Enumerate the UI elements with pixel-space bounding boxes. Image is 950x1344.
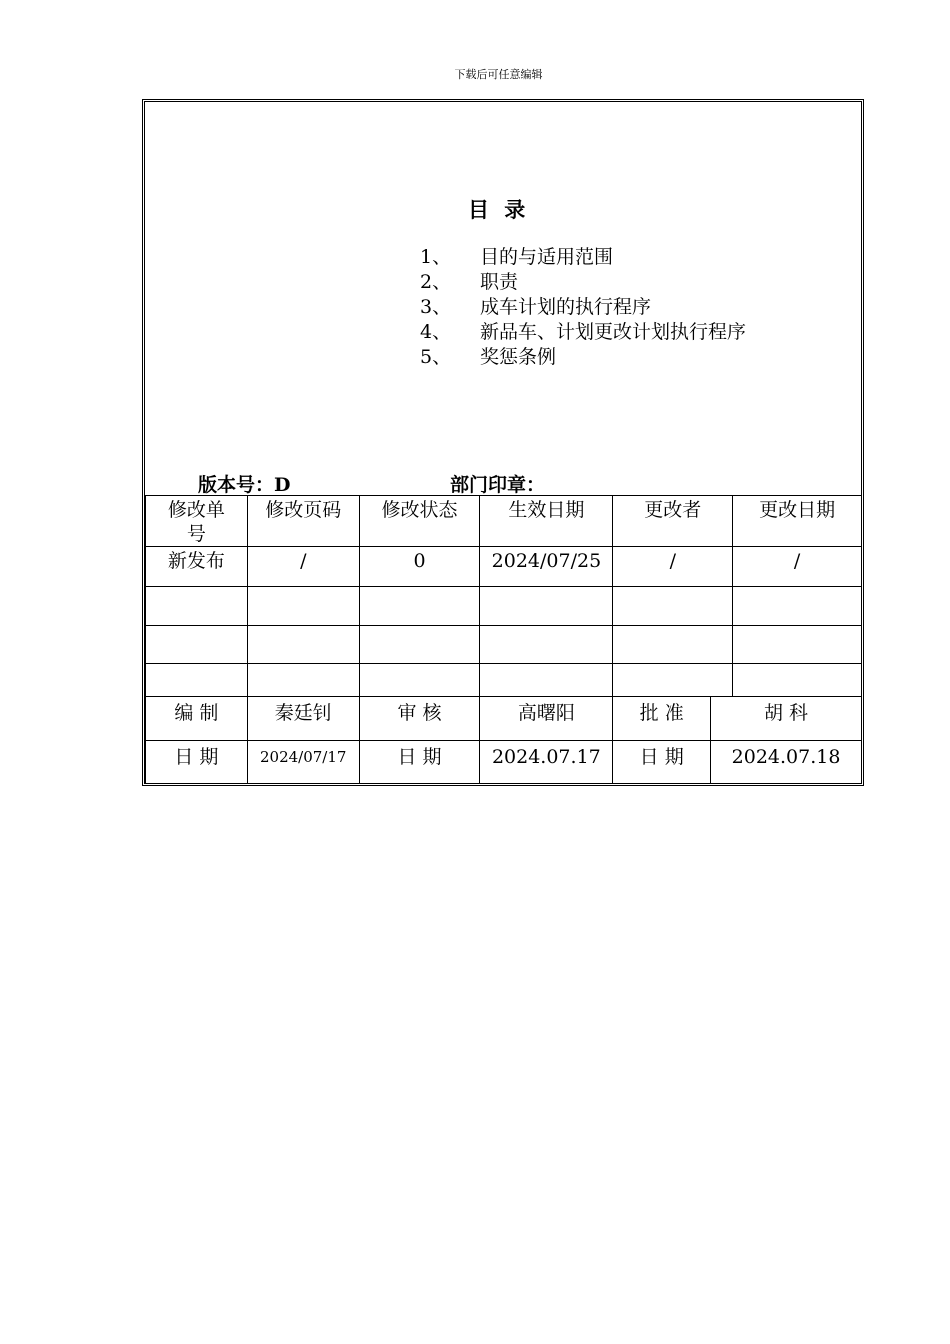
table-cell: 日 期 [146, 741, 248, 784]
table-cell [613, 664, 733, 697]
table-cell: 高曙阳 [480, 697, 613, 741]
table-row [146, 626, 862, 664]
toc-item-text: 目的与适用范围 [480, 246, 614, 268]
table-cell: 2024.07.18 [711, 741, 862, 784]
toc-item-number: 1、 [420, 246, 452, 268]
department-stamp-label: 部门印章： [450, 474, 546, 496]
table-cell [480, 587, 613, 626]
table-cell: 2024/07/25 [480, 547, 613, 587]
toc-item [420, 295, 746, 320]
table-row [146, 697, 862, 741]
table-cell: 批 准 [613, 697, 711, 741]
table-cell: / [247, 547, 359, 587]
toc-item [420, 245, 746, 270]
table-cell [480, 626, 613, 664]
table-cell [146, 664, 248, 697]
toc-item-number: 2、 [420, 271, 452, 293]
signature-table [145, 696, 862, 784]
table-row [146, 587, 862, 626]
table-cell: 日 期 [359, 741, 480, 784]
toc-item-number: 3、 [420, 296, 452, 318]
table-cell: 0 [359, 547, 480, 587]
toc-item [420, 345, 746, 370]
table-cell: 审 核 [359, 697, 480, 741]
toc-item-text: 职责 [480, 271, 519, 293]
toc-item [420, 320, 746, 345]
header-note: 下载后可任意编辑 [454, 68, 543, 81]
version-label: 版本号：D [198, 474, 291, 496]
table-cell: 日 期 [613, 741, 711, 784]
table-cell: 编 制 [146, 697, 248, 741]
table-cell [613, 587, 733, 626]
table-cell: 新发布 [146, 547, 248, 587]
table-row [146, 664, 862, 697]
table-cell: 秦廷钊 [247, 697, 359, 741]
table-cell: 2024.07.17 [480, 741, 613, 784]
table-cell [359, 587, 480, 626]
table-cell [480, 664, 613, 697]
revision-table [145, 495, 862, 697]
table-cell [247, 626, 359, 664]
toc-item-text: 新品车、计划更改计划执行程序 [480, 321, 747, 343]
toc-item [420, 270, 746, 295]
table-cell [733, 587, 862, 626]
table-cell: 胡 科 [711, 697, 862, 741]
table-row [146, 741, 862, 784]
table-cell [359, 626, 480, 664]
table-cell [146, 587, 248, 626]
toc-title: 目 录 [468, 197, 530, 222]
toc-item-text: 奖惩条例 [480, 346, 557, 368]
table-cell [247, 587, 359, 626]
toc-item-number: 5、 [420, 346, 452, 368]
table-cell [247, 664, 359, 697]
table-cell [733, 664, 862, 697]
table-cell [613, 626, 733, 664]
table-cell [359, 664, 480, 697]
header-cell: 修改状态 [359, 496, 480, 547]
table-cell: 2024/07/17 [247, 741, 359, 784]
header-cell: 更改日期 [733, 496, 862, 547]
header-cell: 修改单号 [146, 496, 248, 547]
header-cell: 修改页码 [247, 496, 359, 547]
toc-item-number: 4、 [420, 321, 452, 343]
table-cell [146, 626, 248, 664]
toc-item-text: 成车计划的执行程序 [480, 296, 652, 318]
header-cell: 生效日期 [480, 496, 613, 547]
toc-list [420, 245, 746, 370]
table-cell: / [613, 547, 733, 587]
table-cell [733, 626, 862, 664]
table-header-row [146, 496, 862, 547]
header-cell: 更改者 [613, 496, 733, 547]
table-cell: / [733, 547, 862, 587]
table-row [146, 547, 862, 587]
